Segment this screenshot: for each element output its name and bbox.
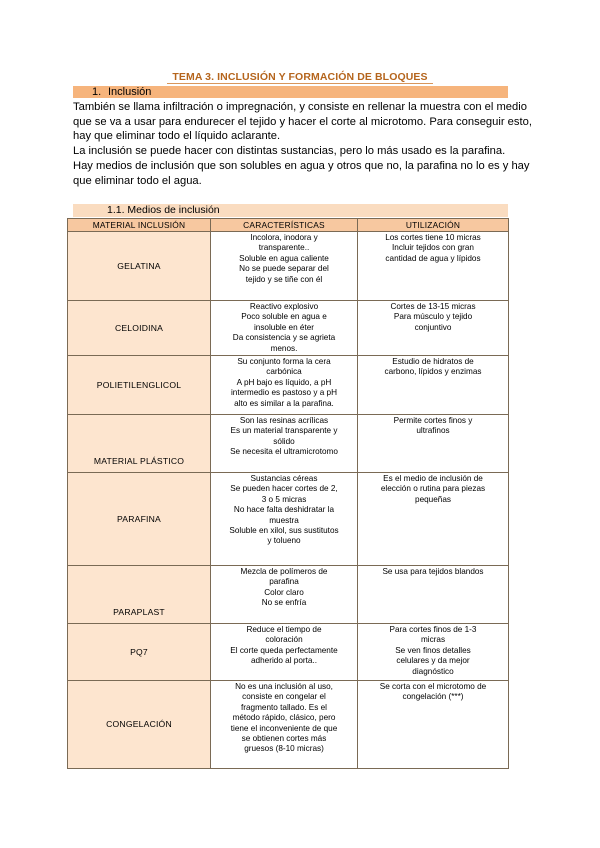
table-row (68, 681, 509, 769)
cell-line: Se pueden hacer cortes de 2, (230, 484, 338, 494)
cell-caracteristicas (211, 232, 358, 301)
cell-line: diagnóstico (412, 666, 454, 676)
cell-utilizacion (358, 681, 509, 769)
cell-line: El corte queda perfectamente (230, 645, 338, 655)
cell-line: Incluir tejidos con gran (392, 243, 474, 253)
cell-line: Son las resinas acrílicas (239, 416, 329, 426)
cell-line: Reduce el tiempo de (246, 625, 322, 635)
cell-line: y tolueno (267, 536, 301, 546)
cell-material: PARAFINA (68, 473, 211, 566)
inclusion-media-table (67, 218, 509, 769)
section-heading (92, 86, 151, 98)
table-row (68, 566, 509, 624)
cell-caracteristicas (211, 473, 358, 566)
cell-line: Se ven finos detalles (395, 645, 471, 655)
cell-line: Los cortes tiene 10 micras (385, 233, 481, 242)
cell-line: gruesos (8-10 micras) (244, 744, 324, 754)
cell-material: PARAPLAST (68, 566, 211, 624)
cell-caracteristicas (211, 356, 358, 415)
cell-utilizacion (358, 415, 509, 473)
table-row (68, 356, 509, 415)
cell-line: Permite cortes finos y (393, 416, 473, 426)
cell-line: micras (420, 635, 446, 645)
cell-line: conjuntivo (414, 322, 452, 332)
cell-line: A pH bajo es líquido, a pH (236, 377, 332, 387)
cell-line: insoluble en éter (253, 322, 315, 332)
cell-line: Su conjunto forma la cera (237, 357, 331, 367)
cell-line: Estudio de hidratos de (392, 357, 474, 367)
cell-line: No se enfría (261, 598, 307, 608)
cell-line: pequeñas (415, 494, 451, 504)
cell-line: fragmento tallado. Es el (240, 702, 328, 712)
cell-line: menos. (270, 343, 298, 353)
table-row (68, 473, 509, 566)
cell-line: Sustancias céreas (250, 474, 318, 484)
cell-line: elección o rutina para piezas (380, 484, 486, 494)
cell-line: 3 o 5 micras (261, 494, 307, 504)
cell-line: cantidad de agua y lípidos (385, 253, 481, 263)
cell-line: adherido al porta.. (251, 656, 317, 666)
cell-caracteristicas (211, 415, 358, 473)
cell-line: ultrafinos (416, 426, 450, 436)
document-title: TEMA 3. INCLUSIÓN Y FORMACIÓN DE BLOQUES (165, 71, 435, 83)
cell-line: consiste en congelar el (242, 692, 326, 702)
cell-line: Para cortes finos de 1-3 (389, 625, 477, 635)
table-row (68, 624, 509, 681)
cell-line: parafina (269, 577, 299, 587)
cell-line: sólido (273, 436, 295, 446)
cell-line: tejido y se tiñe con él (245, 274, 323, 284)
cell-line: alto es similar a la parafina. (234, 398, 334, 408)
cell-line: Se corta con el microtomo de (379, 682, 487, 692)
cell-line: No hace falta deshidratar la (233, 505, 335, 515)
cell-material: CELOIDINA (68, 301, 211, 356)
cell-line: Reactivo explosivo (249, 302, 319, 311)
cell-utilizacion (358, 356, 509, 415)
cell-line: No es una inclusión al uso, (235, 682, 333, 692)
cell-line: muestra (269, 515, 299, 525)
cell-line: Soluble en agua caliente (239, 253, 329, 263)
cell-line: Es el medio de inclusión de (383, 474, 483, 484)
paragraph-substances: La inclusión se puede hacer con distintas sustancias, pero lo más usado es la parafina. (73, 145, 506, 157)
cell-line: carbono, lípidos y enzimas (384, 367, 482, 377)
cell-material: CONGELACIÓN (68, 681, 211, 769)
cell-line: método rápido, clásico, pero (232, 713, 336, 723)
cell-line: Poco soluble en agua e (241, 312, 327, 322)
header-utilizacion: UTILIZACIÓN (358, 219, 509, 232)
cell-utilizacion (358, 232, 509, 301)
table-row (68, 301, 509, 356)
cell-line: Cortes de 13-15 micras (390, 302, 476, 311)
table-body (68, 232, 509, 769)
cell-material: MATERIAL PLÁSTICO (68, 415, 211, 473)
cell-caracteristicas (211, 566, 358, 624)
cell-line: Mezcla de polímeros de (240, 567, 328, 577)
cell-material: GELATINA (68, 232, 211, 301)
cell-line: Da consistencia y se agrieta (232, 333, 336, 343)
paragraph-solubility: Hay medios de inclusión que son solubles en agua y otros que no, la parafina no lo es y hay que eliminar todo el agua. (73, 160, 530, 187)
cell-material: POLIETILENGLICOL (68, 356, 211, 415)
table-row (68, 415, 509, 473)
cell-line: intermedio es pastoso y a pH (230, 388, 338, 398)
cell-line: Soluble en xilol, sus sustitutos (229, 526, 339, 536)
cell-line: Se usa para tejidos blandos (382, 567, 484, 577)
cell-caracteristicas (211, 624, 358, 681)
cell-line: Para músculo y tejido (393, 312, 473, 322)
cell-line: No se puede separar del (239, 264, 329, 274)
cell-line: Se necesita el ultramicrotomo (230, 447, 338, 457)
section-title: Inclusión (108, 86, 152, 98)
paragraph-definition: También se llama infiltración o impregnación, y consiste en rellenar la muestra con el medio que se va a usar para endurecer el tejido y hacer el corte al microtomo. Para conseguir esto, hay que eliminar todo el líquido aclarante. (73, 101, 532, 143)
cell-line: Color claro (264, 587, 304, 597)
cell-line: congelación (***) (402, 692, 464, 702)
cell-line: tiene el inconveniente de que (230, 723, 338, 733)
cell-utilizacion (358, 473, 509, 566)
cell-line: carbónica (266, 367, 302, 377)
cell-utilizacion (358, 624, 509, 681)
section-number: 1. (92, 86, 102, 98)
header-caracteristicas: CARACTERÍSTICAS (211, 219, 358, 232)
cell-line: Es un material transparente y (230, 426, 338, 436)
cell-caracteristicas (211, 301, 358, 356)
cell-line: celulares y da mejor (396, 656, 470, 666)
header-material: MATERIAL INCLUSIÓN (68, 219, 211, 232)
cell-line: Incolora, inodora y (250, 233, 318, 242)
subsection-heading: 1.1. Medios de inclusión (107, 204, 220, 216)
cell-caracteristicas (211, 681, 358, 769)
table-header-row (68, 219, 509, 232)
cell-line: transparente.. (258, 243, 310, 253)
cell-line: coloración (265, 635, 303, 645)
cell-utilizacion (358, 566, 509, 624)
table-row (68, 232, 509, 301)
cell-material: PQ7 (68, 624, 211, 681)
cell-utilizacion (358, 301, 509, 356)
cell-line: se obtienen cortes más (241, 734, 327, 744)
